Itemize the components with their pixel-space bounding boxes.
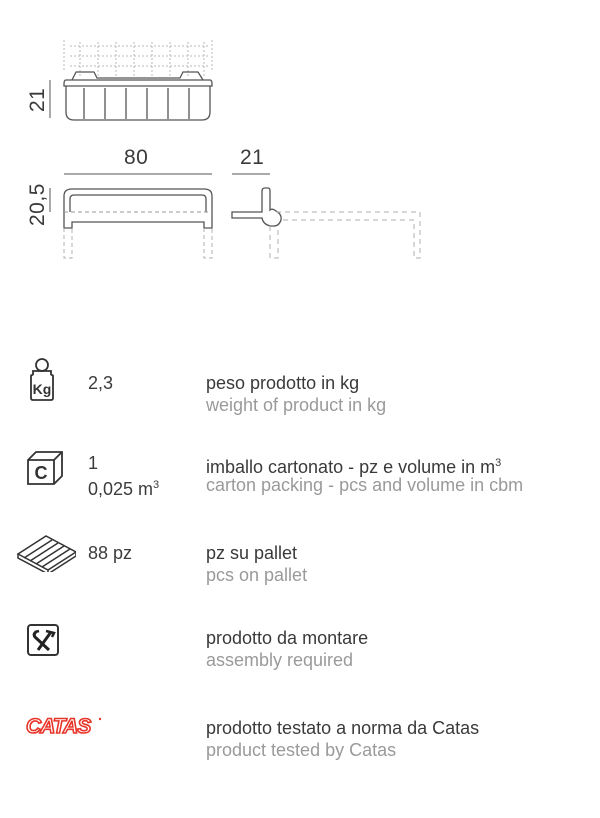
weight-value: 2,3 (88, 373, 114, 393)
svg-text:Kg: Kg (32, 381, 52, 397)
pallet-value: 88 pz (88, 543, 133, 563)
svg-text:CATAS: CATAS (26, 715, 91, 737)
assembly-tools-icon (16, 625, 76, 669)
spec-row-catas (0, 715, 600, 775)
carton-pieces-value: 1 (88, 453, 99, 473)
spec-row-pallet (0, 540, 600, 600)
spec-row-assembly (0, 625, 600, 685)
weight-label-it: peso prodotto in kg (206, 373, 360, 393)
carton-box-icon (16, 450, 76, 494)
front-view-width-dim: 80 (124, 146, 149, 169)
side-view (232, 188, 281, 226)
pallet-label-en: pcs on pallet (206, 565, 308, 585)
carton-label-it: imballo cartonato - pz e volume in $m^3$ (206, 457, 502, 477)
spec-row-carton (0, 450, 600, 510)
assembly-label-it: prodotto da montare (206, 628, 369, 648)
front-view (64, 189, 212, 228)
weight-label-en: weight of product in kg (206, 395, 387, 415)
product-drawing-svg (0, 0, 600, 300)
catas-label-en: product tested by Catas (206, 740, 397, 760)
carton-label-en: carton packing - pcs and volume in cbm (206, 475, 524, 495)
side-view-depth-dim: 21 (240, 146, 265, 169)
catas-label-it: prodotto testato a norma da Catas (206, 718, 480, 738)
top-view (64, 40, 212, 76)
pallet-label-it: pz su pallet (206, 543, 298, 563)
technical-drawing (0, 0, 600, 300)
front-view-height-dim: 20,5 (26, 183, 49, 226)
assembly-label-en: assembly required (206, 650, 354, 670)
svg-text:C: C (34, 463, 48, 483)
spec-row-weight (0, 370, 600, 430)
top-view-height-dim: 21 (26, 87, 49, 112)
weight-kg-icon (16, 370, 76, 414)
catas-logo (16, 715, 106, 759)
pallet-icon (16, 540, 76, 584)
carton-volume-value: 0,025 $m^3$ (88, 479, 160, 499)
